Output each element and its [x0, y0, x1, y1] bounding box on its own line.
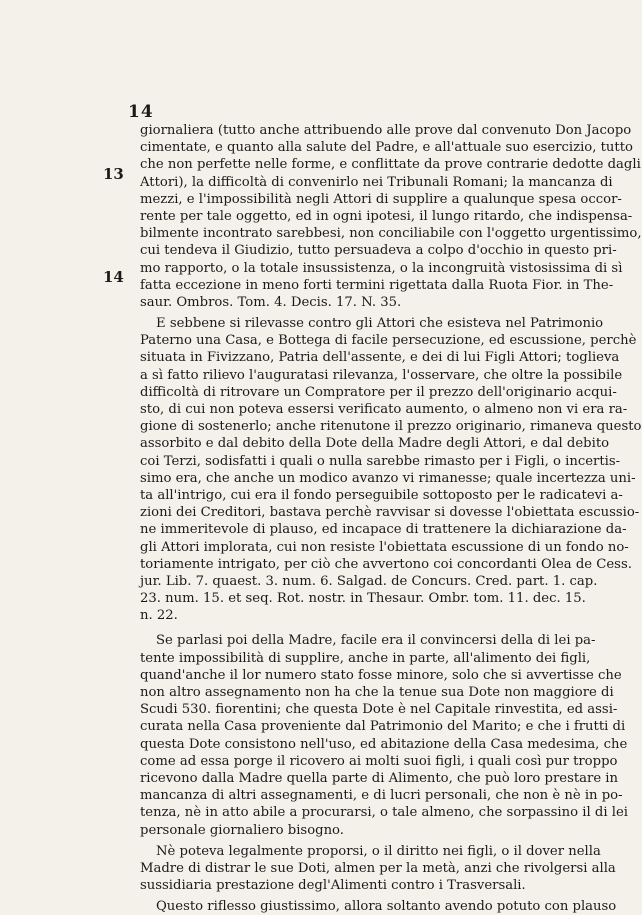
text-line: simo era, che anche un modico avanzo vi rimanesse; quale incertezza uni-: [140, 470, 636, 486]
text-line: sussidiaria prestazione degl'Alimenti contro i Trasversali.: [140, 878, 526, 894]
text-line: toriamente intrigato, per ciò che avvertono coi concordanti Olea de Cess.: [140, 556, 632, 572]
text-line: saur. Ombros. Tom. 4. Decis. 17. N. 35.: [140, 294, 402, 310]
text-line: sto, di cui non poteva essersi verificato aumento, o almeno non vi era ra-: [140, 402, 628, 417]
text-line: bilmente incontrato sarebbesi, non conciliabile con l'oggetto urgentissimo,: [140, 226, 642, 242]
text-line: zioni dei Creditori, bastava perchè ravvisar si dovesse l'obiettata escussio-: [140, 505, 640, 521]
text-line: cui tendeva il Giudizio, tutto persuadeva a colpo d'occhio in questo pri-: [140, 243, 617, 259]
text-line: fatta eccezione in meno forti termini rigettata dalla Ruota Fior. in The-: [140, 277, 614, 293]
text-line: Se parlasi poi della Madre, facile era il convincersi della di lei pa-: [156, 633, 596, 649]
text-line: assorbito e dal debito della Dote della Madre degli Attori, e dal debito: [140, 436, 610, 452]
text-line: Paterno una Casa, e Bottega di facile persecuzione, ed escussione, perchè: [140, 333, 637, 349]
text-line: mancanza di altri assegnamenti, e di lucri personali, che non è nè in po-: [140, 788, 623, 804]
text-line: mo rapporto, o la totale insussistenza, o la incongruità vistosissima di sì: [140, 260, 623, 276]
text-line: situata in Fivizzano, Patria dell'assente, e dei di lui Figli Attori; toglieva: [140, 350, 620, 366]
text-line: n. 22.: [140, 608, 178, 624]
text-line: Nè poteva legalmente proporsi, o il diritto nei figli, o il dover nella: [156, 843, 601, 859]
text-line: quand'anche il lor numero stato fosse minore, solo che si avvertisse che: [140, 667, 622, 683]
text-line: E sebbene si rilevasse contro gli Attori che esisteva nel Patrimonio: [156, 316, 604, 332]
text-line: Madre di distrar le sue Doti, almen per la metà, anzi che rivolgersi alla: [140, 860, 616, 876]
text-line: tente impossibilità di supplire, anche in parte, all'alimento dei figli,: [140, 650, 591, 666]
text-line: che non perfette nelle forme, e conflittate da prove contrarie dedotte dagli: [140, 157, 641, 173]
text-line: Scudi 530. fiorentini; che questa Dote è nel Capitale rinvestita, ed assi-: [140, 702, 618, 718]
text-line: 23. num. 15. et seq. Rot. nostr. in Thesaur. Ombr. tom. 11. dec. 15.: [140, 591, 586, 607]
text-line: rente per tale oggetto, ed in ogni ipotesi, il lungo ritardo, che indispensa-: [140, 208, 633, 224]
margin-note-13: 13: [103, 165, 124, 183]
text-line: jur. Lib. 7. quaest. 3. num. 6. Salgad. de Concurs. Cred. part. 1. cap.: [140, 573, 598, 589]
margin-note-14: 14: [103, 268, 124, 286]
text-line: ta all'intrigo, cui era il fondo perseguibile sottoposto per le radicatevi a-: [140, 487, 623, 503]
text-line: non altro assegnamento non ha che la tenue sua Dote non maggiore di: [140, 685, 614, 700]
text-line: Questo riflesso giustissimo, allora soltanto avendo potuto con plauso: [156, 899, 617, 915]
body-text: [103, 122, 642, 915]
text-line: personale giornaliero bisogno.: [140, 822, 344, 838]
text-line: tenza, nè in atto abile a procurarsi, o tale almeno, che sorpassino il di lei: [140, 805, 628, 821]
text-line: ne immeritevole di plauso, ed incapace di trattenere la dichiarazione da-: [140, 522, 627, 538]
text-line: a sì fatto rilievo l'auguratasi rilevanza, l'osservare, che oltre la possibile: [140, 367, 623, 383]
text-line: cimentate, e quanto alla salute del Padre, e all'attuale suo esercizio, tutto: [140, 140, 633, 156]
text-line: questa Dote consistono nell'uso, ed abitazione della Casa medesima, che: [140, 736, 628, 752]
text-line: coi Terzi, sodisfatti i quali o nulla sarebbe rimasto per i Figli, o incertis-: [140, 453, 621, 469]
text-line: curata nella Casa proveniente dal Patrimonio del Marito; e che i frutti di: [140, 719, 626, 735]
text-line: difficoltà di ritrovare un Compratore per il prezzo dell'originario acqui-: [140, 384, 617, 400]
text-line: mezzi, e l'impossibilità negli Attori di supplire a qualunque spesa occor-: [140, 191, 622, 207]
text-line: come ad essa porge il ricovero ai molti suoi figli, i quali così pur troppo: [140, 753, 618, 769]
text-line: gli Attori implorata, cui non resiste l'obiettata escussione di un fondo no-: [140, 539, 629, 555]
text-line: giornaliera (tutto anche attribuendo alle prove dal convenuto Don Jacopo: [140, 123, 632, 138]
page-number: 14: [128, 102, 154, 122]
text-line: ricevono dalla Madre quella parte di Alimento, che può loro prestare in: [140, 770, 619, 786]
text-line: gione di sostenerlo; anche ritenutone il prezzo originario, rimaneva questo: [140, 419, 642, 435]
text-line: Attori), la difficoltà di convenirlo nei Tribunali Romani; la mancanza di: [140, 174, 613, 190]
